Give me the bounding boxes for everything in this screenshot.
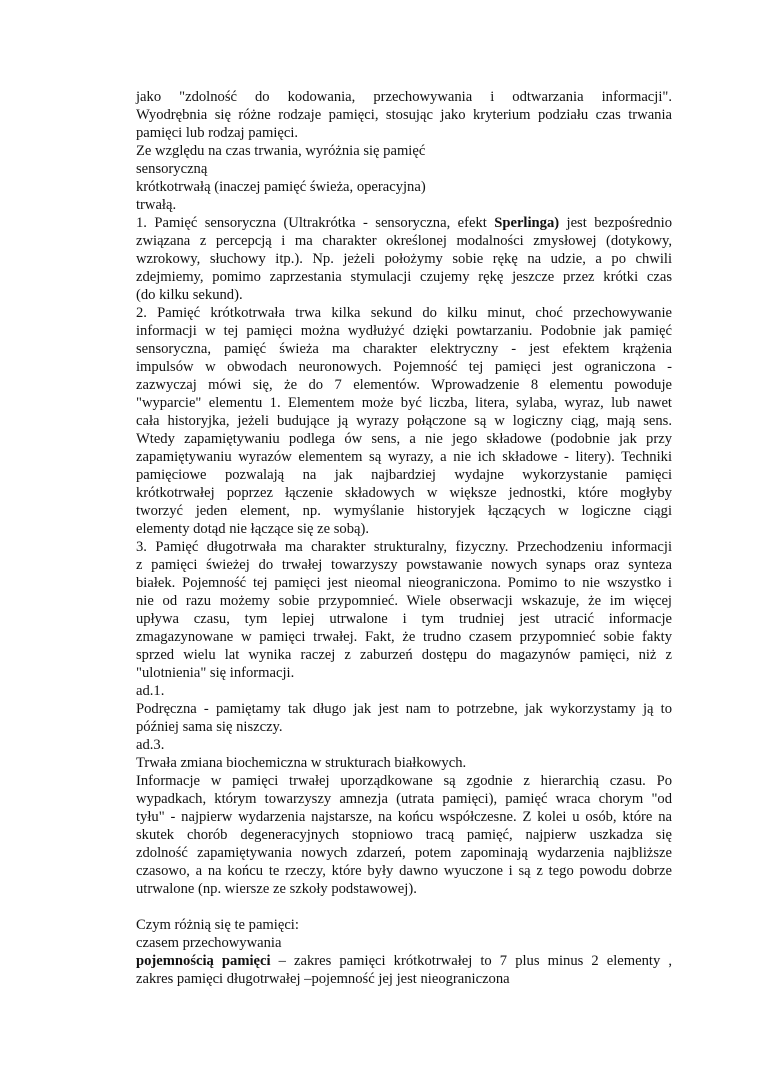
text-line: Trwała zmiana biochemiczna w strukturach białkowych. <box>136 755 467 771</box>
text-line: z pamięci świeżej do trwałej towarzyszy powstawanie nowych synaps oraz synteza <box>136 557 672 573</box>
text-line: zakres pamięci długotrwałej –pojemność jej jest nieograniczona <box>136 971 510 987</box>
text-line: elementy dotąd nie łączące się ze sobą). <box>136 521 369 537</box>
text-line <box>136 214 672 232</box>
text-line: nie od razu możemy sobie przypomnieć. Wiele obserwacji wskazuje, że im więcej <box>136 593 672 609</box>
text-line: skutek chorób degeneracyjnych stopniowo tracą pamięć, najpierw uszkadza się <box>136 827 672 843</box>
text-line: czasowo, a na końcu te rzeczy, które były dawno wyuczone i są z tego powodu dobrze <box>136 863 672 879</box>
text-line: Wyodrębnia się różne rodzaje pamięci, stosując jako kryterium podziału czas trwania <box>136 107 672 123</box>
text-run: 1. Pamięć sensoryczna (Ultrakrótka - sensoryczna, efekt <box>136 215 495 231</box>
text-line: zapamiętywaniu wyrazów elementem są wyrazy, a nie ich składowe - litery). Techniki <box>136 449 672 465</box>
text-line: trwałą. <box>136 197 177 213</box>
text-line: (do kilku sekund). <box>136 287 243 303</box>
text-line: Informacje w pamięci trwałej uporządkowane są zgodnie z hierarchią czasu. Po <box>136 773 672 789</box>
text-line: upływa czasu, tym lepiej utrwalone i tym trudniej jest utracić informacje <box>136 611 672 627</box>
text-line: sprzed wielu lat wynika raczej z zaburzeń dostępu do magazynów pamięci, niż z <box>136 647 672 663</box>
text-line: zmagazynowane w pamięci trwałej. Fakt, że trudno czasem przypomnieć sobie fakty <box>136 629 672 645</box>
text-line: "ulotnienia" się informacji. <box>136 665 295 681</box>
text-line: utrwalone (np. wiersze ze szkoły podstawowej). <box>136 881 417 897</box>
bold-term: Sperlinga) <box>494 215 560 231</box>
text-line: krótkotrwałej poprzez łączenie składowych w większe jednostki, które mogłyby <box>136 485 672 501</box>
text-line: wzrokowy, słuchowy itp.). Np. jeżeli położymy sobie rękę na udzie, a po chwili <box>136 251 672 267</box>
text-line: 3. Pamięć długotrwała ma charakter strukturalny, fizyczny. Przechodzeniu informacji <box>136 539 672 555</box>
text-line: impulsów w obwodach neuronowych. Pojemność tej pamięci jest ograniczona - <box>136 359 672 375</box>
text-line: tworzyć jeden element, np. wymyślanie historyjek łączących w logiczne ciągi <box>136 503 672 519</box>
text-line: 2. Pamięć krótkotrwała trwa kilka sekund do kilku minut, choć przechowywanie <box>136 305 672 321</box>
text-line: zazwyczaj mówi się, że do 7 elementów. Wprowadzenie 8 elementu powoduje <box>136 377 672 393</box>
text-line: jako "zdolność do kodowania, przechowywania i odtwarzania informacji". <box>136 89 672 105</box>
text-line: ad.1. <box>136 683 165 699</box>
text-line: "wyparcie" elementu 1. Elementem może być liczba, litera, sylaba, wyraz, lub nawet <box>136 395 672 411</box>
text-line: pamięci lub rodzaj pamięci. <box>136 125 299 141</box>
text-line: pamięciowe pozwalają na jak najbardziej wydajne wykorzystanie pamięci <box>136 467 672 483</box>
document-page <box>136 88 672 988</box>
text-line: sensoryczna, pamięć świeża ma charakter elektryczny - jest efektem krążenia <box>136 341 672 357</box>
text-line: cała historyjka, jeżeli budujące ją wyrazy połączone są w logiczny ciąg, mają sens. <box>136 413 672 429</box>
text-line <box>136 952 672 970</box>
text-line: ad.3. <box>136 737 165 753</box>
text-line: Czym różnią się te pamięci: <box>136 917 299 933</box>
text-run: jest bezpośrednio <box>559 215 673 231</box>
text-line: zdolność zapamiętywania nowych zdarzeń, potem zapominają wydarzenia najbliższe <box>136 845 672 861</box>
text-line: Wtedy zapamiętywaniu podlega ów sens, a nie jego składowe (podobnie jak przy <box>136 431 672 447</box>
text-line: białek. Pojemność tej pamięci jest nieomal nieograniczona. Pomimo to nie wszystko i <box>136 575 672 591</box>
text-line: związana z percepcją i ma charakter określonej modalności zmysłowej (dotykowy, <box>136 233 672 249</box>
blank-line <box>136 898 672 916</box>
bold-term: pojemnością pamięci <box>136 953 271 969</box>
text-line: informacji w tej pamięci można wydłużyć dzięki powtarzaniu. Podobnie jak pamięć <box>136 323 672 339</box>
text-line: tyłu" - najpierw wydarzenia najstarsze, na końcu współczesne. Z kolei u osób, które na <box>136 809 672 825</box>
text-line: sensoryczną <box>136 161 208 177</box>
text-line: Ze względu na czas trwania, wyróżnia się pamięć <box>136 143 426 159</box>
text-line: zdejmiemy, pomimo zaprzestania stymulacji czujemy rękę jeszcze przez krótki czas <box>136 269 672 285</box>
text-line: później sama się niszczy. <box>136 719 283 735</box>
text-run: – zakres pamięci krótkotrwałej to 7 plus minus 2 elementy , <box>270 953 672 969</box>
text-line: krótkotrwałą (inaczej pamięć świeża, operacyjna) <box>136 179 426 195</box>
text-line: Podręczna - pamiętamy tak długo jak jest nam to potrzebne, jak wykorzystamy ją to <box>136 701 672 717</box>
text-line: wypadkach, którym towarzyszy amnezja (utrata pamięci), pamięć wraca chorym "od <box>136 791 672 807</box>
text-line: czasem przechowywania <box>136 935 282 951</box>
